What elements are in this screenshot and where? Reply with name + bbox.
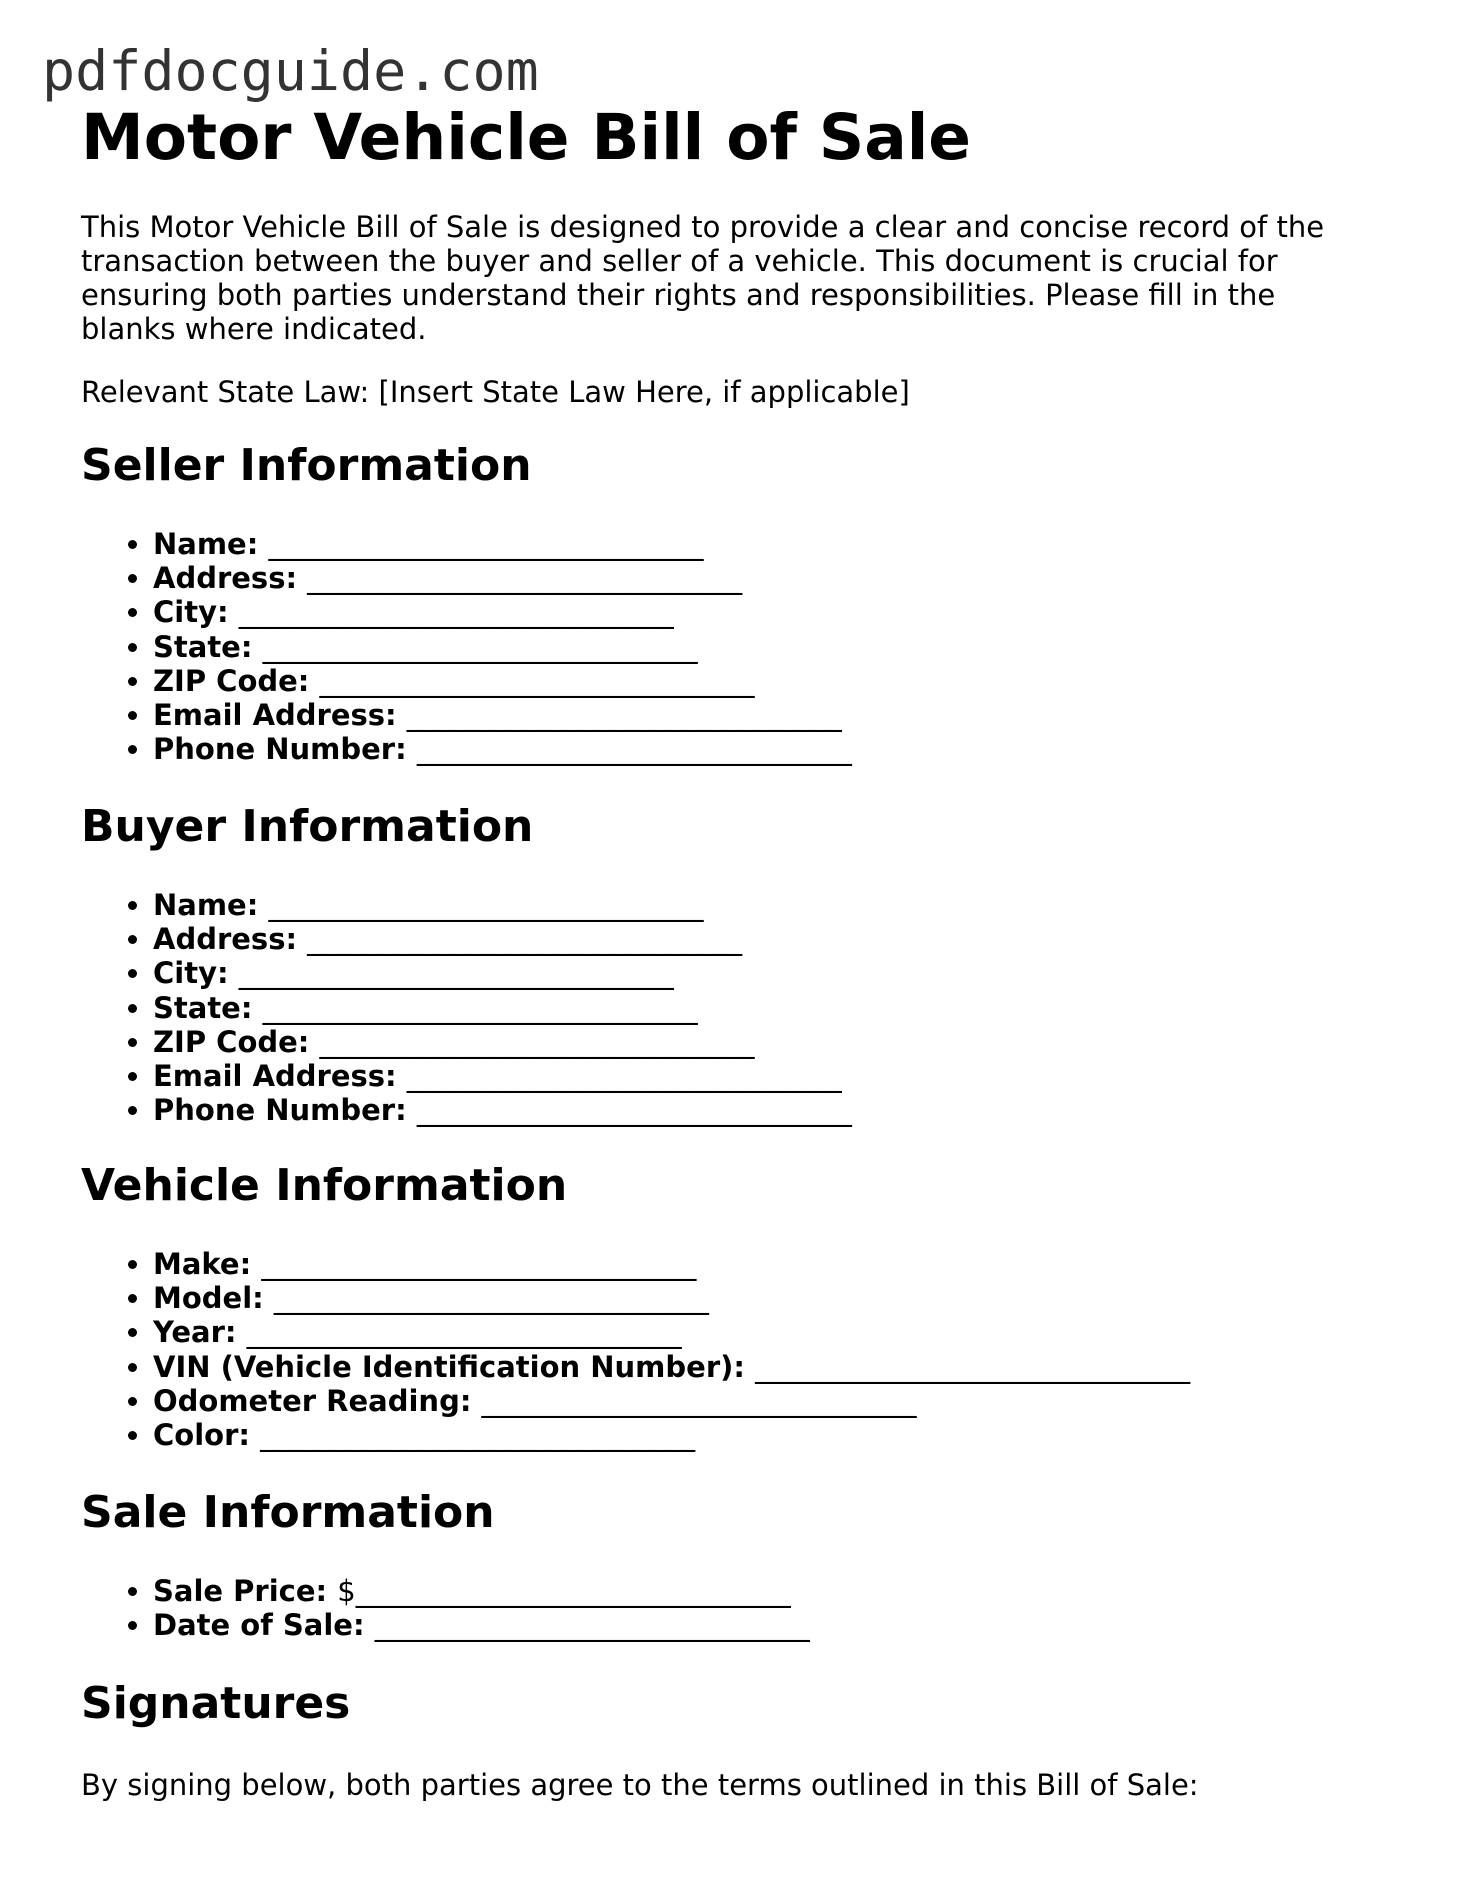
field-label: Odometer Reading: — [153, 1383, 472, 1418]
buyer-name-field[interactable] — [153, 888, 852, 922]
field-label: Color: — [153, 1418, 250, 1453]
buyer-address-field[interactable] — [153, 922, 852, 956]
fill-blank: ______________________________ — [416, 1093, 852, 1128]
field-label: VIN (Vehicle Identification Number): — [153, 1349, 745, 1384]
field-label: City: — [153, 956, 229, 991]
fill-blank: ______________________________ — [238, 595, 674, 630]
seller-field-list — [81, 527, 852, 766]
fill-blank: ______________________________ — [355, 1574, 791, 1608]
watermark: pdfdocguide.com — [42, 39, 539, 103]
field-label: Phone Number: — [153, 732, 407, 767]
field-label: Year: — [153, 1315, 237, 1350]
field-label: Date of Sale: — [153, 1608, 365, 1643]
field-label: City: — [153, 595, 229, 630]
fill-blank: ______________________________ — [307, 561, 743, 596]
fill-blank: ______________________________ — [261, 1247, 697, 1281]
fill-blank: ______________________________ — [262, 990, 698, 1025]
seller-phone-field[interactable] — [153, 732, 852, 766]
vehicle-color-field[interactable] — [153, 1418, 1190, 1452]
signatures-heading: Signatures — [81, 1678, 351, 1729]
buyer-state-field[interactable] — [153, 991, 852, 1025]
fill-blank: ______________________________ — [755, 1349, 1191, 1384]
field-label: Email Address: — [153, 1059, 397, 1094]
fill-blank: ______________________________ — [307, 922, 743, 957]
fill-blank: ______________________________ — [268, 527, 704, 561]
sale-field-list — [81, 1574, 810, 1642]
vehicle-odometer-field[interactable] — [153, 1384, 1190, 1418]
vehicle-make-field[interactable] — [153, 1247, 1190, 1281]
fill-blank: ______________________________ — [319, 663, 755, 698]
fill-blank: ______________________________ — [273, 1281, 709, 1316]
fill-blank: ______________________________ — [262, 629, 698, 664]
signatures-text: By signing below, both parties agree to the terms outlined in this Bill of Sale: — [81, 1768, 1199, 1802]
fill-blank: ______________________________ — [268, 888, 704, 922]
fill-blank: ______________________________ — [406, 1059, 842, 1094]
field-label: Address: — [153, 922, 298, 957]
seller-state-field[interactable] — [153, 630, 852, 664]
field-label: Address: — [153, 561, 298, 596]
fill-blank: ______________________________ — [246, 1315, 682, 1350]
seller-zip-field[interactable] — [153, 664, 852, 698]
fill-blank: ______________________________ — [406, 698, 842, 733]
currency-prefix: $ — [337, 1574, 356, 1608]
seller-address-field[interactable] — [153, 561, 852, 595]
field-label: State: — [153, 629, 253, 664]
vehicle-heading: Vehicle Information — [81, 1160, 568, 1211]
vehicle-model-field[interactable] — [153, 1281, 1190, 1315]
sale-price-field[interactable] — [153, 1574, 810, 1608]
fill-blank: ______________________________ — [319, 1024, 755, 1059]
sale-date-field[interactable] — [153, 1608, 810, 1642]
field-label: Phone Number: — [153, 1093, 407, 1128]
seller-email-field[interactable] — [153, 698, 852, 732]
state-law-line: Relevant State Law: [Insert State Law Here, if applicable] — [81, 375, 910, 409]
sale-heading: Sale Information — [81, 1487, 495, 1538]
field-label: Model: — [153, 1281, 264, 1316]
field-label: ZIP Code: — [153, 663, 310, 698]
buyer-zip-field[interactable] — [153, 1025, 852, 1059]
field-label: Email Address: — [153, 698, 397, 733]
buyer-field-list — [81, 888, 852, 1127]
field-label: Make: — [153, 1247, 252, 1281]
vehicle-field-list — [81, 1247, 1190, 1452]
fill-blank: ______________________________ — [416, 732, 852, 767]
field-label: Name: — [153, 888, 259, 922]
buyer-email-field[interactable] — [153, 1059, 852, 1093]
fill-blank: ______________________________ — [374, 1608, 810, 1643]
buyer-phone-field[interactable] — [153, 1093, 852, 1127]
seller-heading: Seller Information — [81, 440, 532, 491]
field-label: Sale Price: — [153, 1574, 328, 1608]
buyer-heading: Buyer Information — [81, 801, 534, 852]
fill-blank: ______________________________ — [481, 1383, 917, 1418]
vehicle-vin-field[interactable] — [153, 1350, 1190, 1384]
intro-paragraph: This Motor Vehicle Bill of Sale is designed to provide a clear and concise record of the transaction between the buyer and seller of a vehicle. This document is crucial for ensuring both parties understand their rights and responsibilities. Please fill in the blanks where indicated. — [81, 210, 1325, 346]
fill-blank: ______________________________ — [260, 1418, 696, 1453]
seller-name-field[interactable] — [153, 527, 852, 561]
field-label: Name: — [153, 527, 259, 561]
vehicle-year-field[interactable] — [153, 1315, 1190, 1349]
fill-blank: ______________________________ — [238, 956, 674, 991]
field-label: ZIP Code: — [153, 1024, 310, 1059]
buyer-city-field[interactable] — [153, 956, 852, 990]
field-label: State: — [153, 990, 253, 1025]
seller-city-field[interactable] — [153, 595, 852, 629]
document-title: Motor Vehicle Bill of Sale — [81, 101, 972, 174]
